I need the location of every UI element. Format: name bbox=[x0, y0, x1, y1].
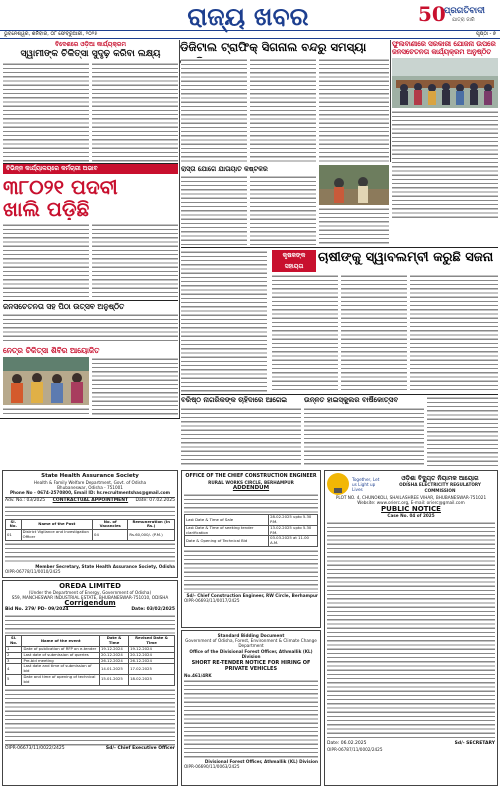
story-8-box: କୃଷକଙ୍କ ସହାୟତା bbox=[272, 250, 316, 272]
story-9-headline: ବରିଷ୍ଠ ନାଗରିକଙ୍କ ଚାହିଦାରେ ଆଗେଇ bbox=[181, 396, 288, 404]
health-ad-table bbox=[5, 519, 175, 541]
oerc-ad-case: Case No. 04 of 2025 bbox=[387, 513, 435, 519]
oreda-ad-date: Date: 03/02/2025 bbox=[131, 607, 175, 613]
oerc-ad-date: Date: 06.02.2025 bbox=[327, 740, 367, 746]
forest-ad-ref: No.461/4RK bbox=[184, 673, 212, 679]
forest-ad bbox=[181, 630, 321, 786]
table-row: 4 Last date and time of submission of bid 14.01.2025 17.02.2025 bbox=[6, 664, 175, 675]
oreda-ad-address: S59, MANCHESWAR INDUSTRIAL ESTATE, BHUBANESWAR-751010, ODISHA bbox=[11, 595, 169, 601]
oerc-ad-title: PUBLIC NOTICE bbox=[381, 505, 441, 514]
story-2-headline: ଡିଜିଟାଲ ଟ୍ରାଫିକ୍ ସିଗନାଲ ବନ୍ଦରୁ ସମସ୍ୟା bbox=[180, 40, 367, 54]
story-8-headline: ଚାଷୀଙ୍କୁ ସ୍ୱାବଲମ୍ବୀ କରୁଛି ସଜନା bbox=[318, 250, 494, 265]
divider-h-1 bbox=[3, 163, 178, 164]
story-4-body-col-b bbox=[92, 223, 178, 299]
oreda-col-date: Date & Time bbox=[100, 636, 129, 647]
forest-ad-code: OIPR-06690/11/0063/2425 bbox=[184, 764, 240, 770]
health-col-post: Name of the Post bbox=[21, 519, 92, 530]
engineer-ad bbox=[181, 470, 321, 628]
health-ad bbox=[2, 470, 178, 578]
oreda-ad-intro bbox=[5, 614, 175, 634]
engineer-ad-intro bbox=[184, 493, 318, 513]
oreda-col-sl: Sl. No. bbox=[6, 636, 22, 647]
oreda-ad-terms bbox=[5, 688, 175, 746]
date-strip bbox=[0, 30, 500, 39]
health-ad-code: OIPR-06778/11/0010/2425 bbox=[5, 569, 61, 574]
table-row: Last Date & Time of seeking tender clarification 13.02.2025 upto 5.30 P.M. bbox=[185, 525, 318, 536]
health-col-rem: Remuneration (In Rs.) bbox=[128, 519, 175, 530]
anniversary-tagline: ଯାତ୍ରା ଜାରି bbox=[452, 17, 475, 23]
divider-v-2 bbox=[390, 40, 391, 162]
oerc-ad-org: ଓଡ଼ିଶା ବିଦ୍ୟୁତ ନିୟାମକ ଆୟୋଗ bbox=[401, 475, 479, 483]
health-ad-terms bbox=[5, 542, 175, 564]
story-3-photo bbox=[392, 58, 498, 108]
oreda-ad-org: OREDA LIMITED bbox=[59, 582, 121, 590]
health-ad-intro bbox=[5, 505, 175, 518]
oerc-ad-tagline: Together, Let us Light up Lives bbox=[352, 476, 380, 492]
oerc-ad-code: OIPR-06787/11/0002/2425 bbox=[327, 746, 383, 752]
story-3-headline-line-2: ଜନସଚେତନତା କାର୍ଯ୍ୟକ୍ରମ ଅନୁଷ୍ଠିତ bbox=[392, 48, 492, 56]
story-9-body bbox=[181, 407, 301, 465]
divider-h-5 bbox=[0, 418, 180, 419]
engineer-ad-terms bbox=[184, 549, 318, 593]
brand-name: ପ୍ରଗତିବାଦୀ bbox=[444, 6, 485, 16]
health-ad-number: Adv. No.: 03/2025 bbox=[5, 497, 46, 503]
oreda-ad-sub: (Under the Department of Energy, Government of Odisha) bbox=[28, 590, 152, 595]
story-6-body-b bbox=[3, 407, 89, 415]
masthead-title: ରାଜ୍ୟ ଖବର bbox=[187, 2, 309, 31]
oreda-ad-title: Corrigendum bbox=[64, 599, 116, 608]
forest-ad-org: Standard Bidding Document bbox=[217, 633, 285, 638]
engineer-ad-org: OFFICE OF THE CHIEF CONSTRUCTION ENGINEER bbox=[185, 474, 317, 479]
health-cell-vac: 04 bbox=[93, 530, 128, 541]
story-7-body-col-a bbox=[181, 175, 247, 245]
story-6-headline: ନେତ୍ର ଚିକିତ୍ସା ଶିବିର ଆୟୋଜିତ bbox=[3, 346, 100, 355]
health-ad-address: Bhubaneswar, Odisha - 751001 bbox=[57, 485, 123, 491]
table-row: 1 Date of publication of RFP on e-tender 19.12.2024 19.12.2024 bbox=[6, 647, 175, 653]
engineer-ad-signer: Sd/- Chief Construction Engineer, RW Circle, Berhampur bbox=[186, 592, 318, 598]
date-line: ଭୁବନେଶ୍ୱର, ଶନିବାର, ୦୮ ଫେବ୍ରୁଆରୀ, ୨୦୨୫ bbox=[4, 31, 98, 37]
health-cell-post: District Vigilance and Investigation Officer bbox=[21, 530, 92, 541]
story-7-body-col-b bbox=[250, 175, 316, 245]
oreda-ad-ref: Bid No. 279/ PD- 09/2024 bbox=[5, 607, 69, 613]
engineer-ad-code: OIPR-06693/11/0017/2425 bbox=[184, 598, 240, 604]
divider-v-1 bbox=[179, 40, 180, 418]
story-2-body-col-a bbox=[181, 58, 247, 162]
forest-ad-office: Office of the Divisional Forest Officer, Athmallik (KL) Division bbox=[189, 648, 313, 659]
oreda-ad-table bbox=[5, 635, 175, 685]
story-8-body-col-c bbox=[410, 274, 498, 392]
masthead bbox=[0, 0, 500, 30]
health-cell-sl: 01 bbox=[6, 530, 22, 541]
health-cell-rem: Rs.60,000/- (P.M.) bbox=[128, 530, 175, 541]
forest-ad-title: SHORT RE-TENDER NOTICE FOR HIRING OF PRIVATE VEHICLES bbox=[191, 660, 311, 673]
health-col-vac: No. of Vacancies bbox=[93, 519, 128, 530]
story-8-body-col-b bbox=[341, 274, 407, 392]
oreda-ad bbox=[2, 580, 178, 786]
health-ad-title: CONTRACTUAL APPOINTMENT bbox=[52, 497, 129, 503]
story-2-body-col-b bbox=[250, 58, 316, 162]
story-4-headline-line-2: ଖାଲି ପଡ଼ିଛି bbox=[3, 198, 90, 220]
story-5-headline: ଜନସଚେତନତା ସହ ପିଠା ଉତ୍ସବ ଅନୁଷ୍ଠିତ bbox=[3, 302, 125, 311]
story-3-body bbox=[392, 110, 498, 220]
table-row: 5 Date and time of opening of technical bid 15.01.2025 18.02.2025 bbox=[6, 674, 175, 685]
oreda-ad-signer: Sd/- Chief Executive Officer bbox=[105, 745, 175, 751]
story-4-body-col-a bbox=[3, 223, 89, 299]
story-3-headline-line-1: ଫୁଲବାଣୀରେ ସରକାରୀ ଯୋଜନା ଉପରେ bbox=[392, 40, 496, 48]
oreda-col-revised: Revised Date & Time bbox=[129, 636, 175, 647]
right-brief bbox=[427, 396, 498, 466]
story-10-headline: ଉନ୍ନତ ହାଇସ୍କୁଲର ବାର୍ଷିକୋତ୍ସବ bbox=[304, 396, 399, 404]
story-5-body bbox=[3, 313, 178, 343]
story-6-photo bbox=[3, 357, 89, 405]
story-6-body bbox=[92, 357, 178, 415]
table-row: Last Date & Time of Sale 28.02.2025 upto 5.30 P.M. bbox=[185, 515, 318, 526]
table-row: 2 Last date of submission of queries 20.12.2024 20.12.2024 bbox=[6, 652, 175, 658]
oreda-ad-code: OIPR-06673/11/0022/2425 bbox=[5, 745, 65, 751]
oerc-ad-signer: Sd/- SECRETARY bbox=[454, 740, 495, 746]
health-ad-footer: Member Secretary, State Health Assurance Society, Odisha bbox=[35, 563, 175, 569]
story-7-headline: ରାସ୍ତା ଯୋଗେ ଯାତାୟାତ କଷ୍ଟକର bbox=[181, 165, 268, 173]
forest-ad-body bbox=[184, 679, 318, 759]
health-ad-dept: Health & Family Welfare Department, Govt. of Odisha bbox=[33, 480, 147, 485]
story-1-body-col-a bbox=[3, 62, 89, 162]
anniversary-logo bbox=[418, 4, 498, 28]
story-4-kicker: ବିଭିନ୍ନ କାର୍ଯ୍ୟାଳୟରେ କର୍ମଚାରୀ ଅଭାବ bbox=[3, 164, 178, 174]
story-1-kicker: ବିଦେଶରେ ଓଡ଼ିଆ କାର୍ଯ୍ୟକ୍ରମ bbox=[55, 41, 126, 48]
engineer-ad-title: ADDENDUM bbox=[232, 485, 270, 492]
lightbulb-icon bbox=[327, 473, 349, 495]
story-8-body-col-a bbox=[272, 274, 338, 392]
oerc-ad-contact: Website: www.orierc.org, E-mail: orierc@gmail.com bbox=[357, 500, 465, 506]
forest-ad-signer: Divisional Forest Officer, Athmallik (KL) Division bbox=[204, 759, 318, 765]
story-7-photo bbox=[319, 165, 389, 205]
health-ad-contact: Phone No - 0674-2570800, Email ID: hr.recruitmentshas@gmail.com bbox=[9, 490, 171, 496]
table-row: 3 Pre-bid meeting 26.12.2024 26.12.2024 bbox=[6, 658, 175, 664]
story-10-body bbox=[304, 407, 424, 465]
page-number: ପୃଷ୍ଠା - ୭ bbox=[476, 31, 496, 37]
divider-h-2 bbox=[3, 300, 178, 301]
divider-h-3 bbox=[181, 247, 498, 248]
oerc-ad-address: PLOT NO. 4, CHUNOKOLI, SHAILASHREE VIHAR, BHUBANESWAR-751021 bbox=[335, 495, 487, 500]
story-7-continued bbox=[181, 250, 267, 392]
forest-ad-sub: Government of Odisha, Forest, Environment & Climate Change Department bbox=[185, 638, 317, 649]
divider-h-4 bbox=[181, 394, 498, 395]
oreda-col-event: Name of the event bbox=[22, 636, 100, 647]
oerc-ad-org-en: ODISHA ELECTRICITY REGULATORY COMMISSION bbox=[399, 482, 481, 493]
story-2-body-col-c bbox=[319, 58, 389, 162]
oerc-ad-body bbox=[327, 521, 495, 741]
engineer-ad-table bbox=[184, 514, 318, 547]
oerc-ad bbox=[324, 470, 498, 786]
health-col-sl: Sl. No. bbox=[6, 519, 22, 530]
table-row: Date & Opening of Technical Bid 03.03.2025 at 11.00 A.M. bbox=[185, 536, 318, 547]
story-4-headline-line-1: ୩୮୦୨୧ ପଦବୀ bbox=[3, 176, 118, 198]
story-7-body-col-c bbox=[319, 207, 389, 245]
health-ad-org: State Health Assurance Society bbox=[41, 473, 139, 479]
engineer-ad-sub: RURAL WORKS CIRCLE, BERHAMPUR bbox=[208, 480, 294, 485]
story-1-headline: ସ୍ୱାମୀଙ୍କ ଚିକିତ୍ସା ସୁଦୃଢ଼ କରିବା ଲକ୍ଷ୍ୟ bbox=[20, 49, 161, 59]
story-1-body-col-b bbox=[92, 62, 178, 162]
health-ad-date: Date: 07.02.2025 bbox=[135, 497, 175, 503]
anniversary-number: 50 bbox=[418, 2, 446, 26]
